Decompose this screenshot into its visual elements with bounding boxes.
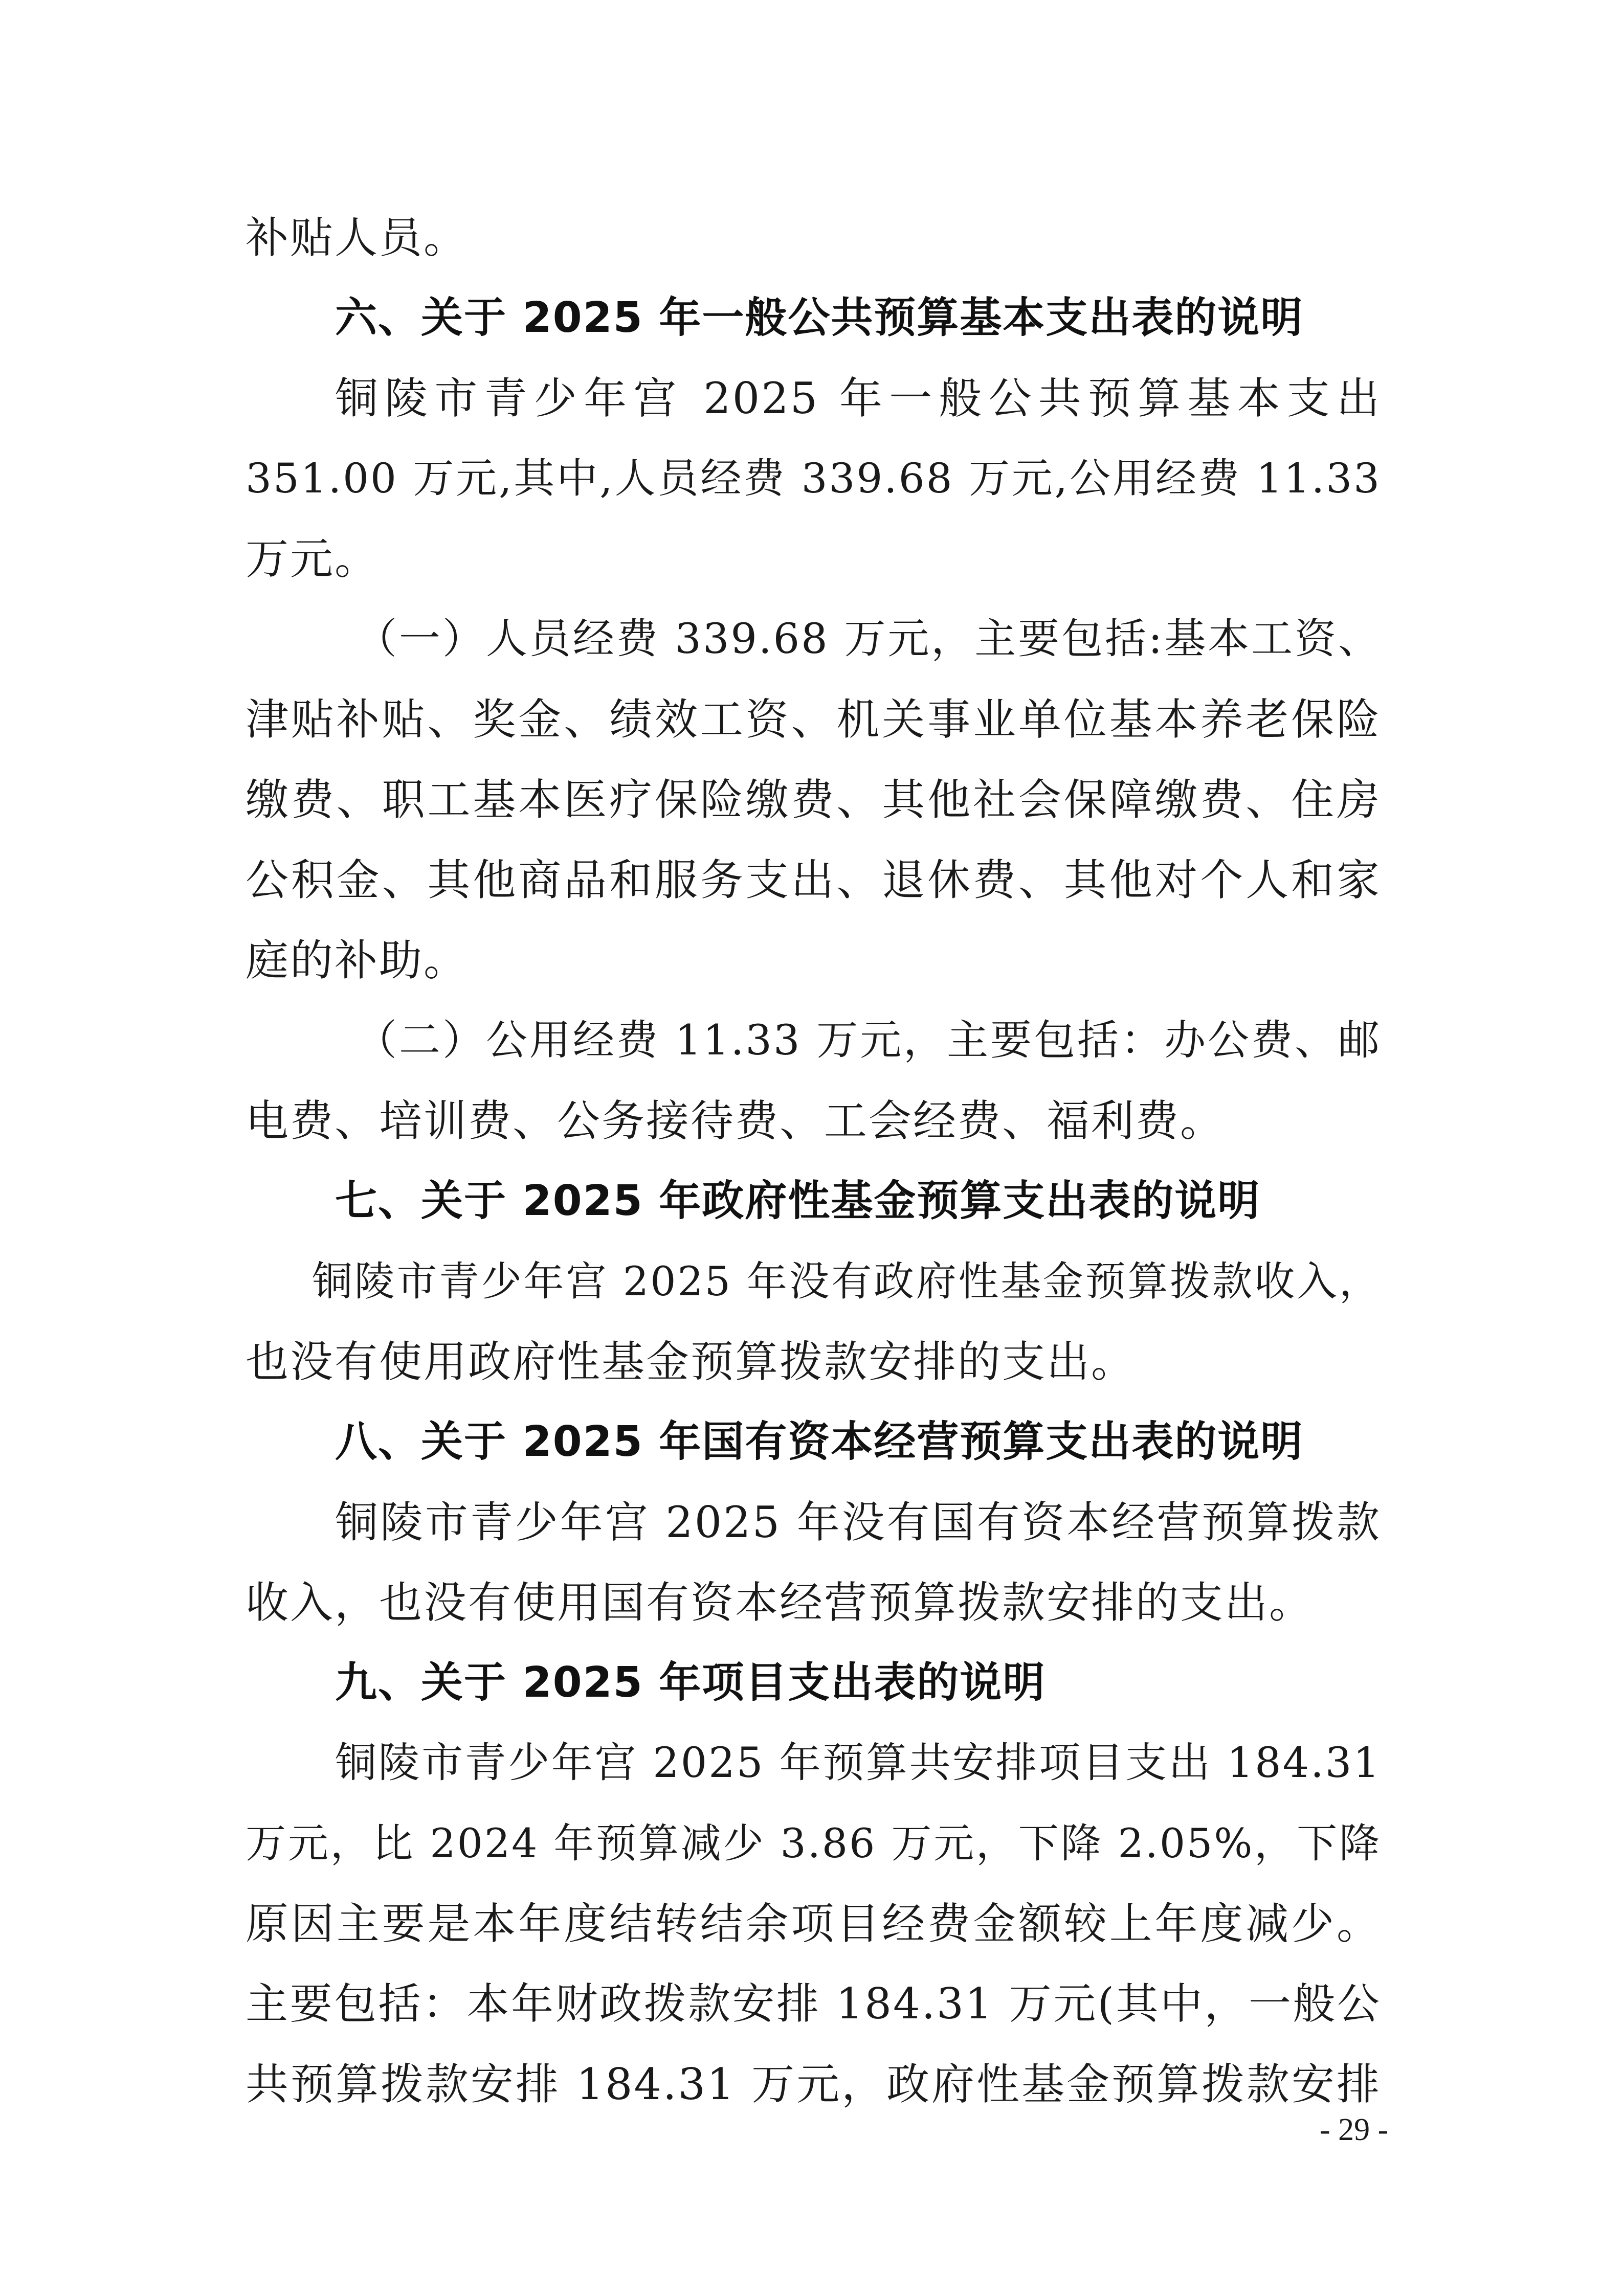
page-number: - 29 - [1320, 2112, 1389, 2147]
section-heading-7: 七、关于 2025 年政府性基金预算支出表的说明 [335, 1177, 1261, 1225]
text-line-21: 万元，比 2024 年预算减少 3.86 万元，下降 2.05%，下降 [246, 1820, 1381, 1867]
text-line-15: 也没有使用政府性基金预算拨款安排的支出。 [246, 1337, 1136, 1387]
text-line-11: （二）公用经费 11.33 万元，主要包括：办公费、邮 [355, 1017, 1381, 1065]
text-line-6: （一）人员经费 339.68 万元，主要包括:基本工资、 [355, 615, 1381, 663]
text-line-23: 主要包括：本年财政拨款安排 184.31 万元(其中，一般公 [246, 1979, 1381, 2029]
text-line-1: 补贴人员。 [246, 213, 469, 263]
text-line-3: 铜陵市青少年宫 2025 年一般公共预算基本支出 [335, 373, 1381, 423]
section-heading-6: 六、关于 2025 年一般公共预算基本支出表的说明 [335, 294, 1304, 342]
text-line-24: 共预算拨款安排 184.31 万元，政府性基金预算拨款安排 [246, 2059, 1381, 2109]
text-line-9: 公积金、其他商品和服务支出、退休费、其他对个人和家 [246, 855, 1381, 905]
text-line-22: 原因主要是本年度结转结余项目经费金额较上年度减少。 [246, 1899, 1381, 1949]
section-heading-8: 八、关于 2025 年国有资本经营预算支出表的说明 [335, 1417, 1304, 1466]
text-line-12: 电费、培训费、公务接待费、工会经费、福利费。 [246, 1096, 1225, 1146]
text-line-10: 庭的补助。 [246, 935, 469, 985]
text-line-7: 津贴补贴、奖金、绩效工资、机关事业单位基本养老保险 [246, 694, 1381, 745]
text-line-18: 收入，也没有使用国有资本经营预算拨款安排的支出。 [246, 1578, 1314, 1628]
text-line-20: 铜陵市青少年宫 2025 年预算共安排项目支出 184.31 [335, 1739, 1381, 1787]
text-line-14: 铜陵市青少年宫 2025 年没有政府性基金预算拨款收入， [312, 1258, 1381, 1305]
text-line-4: 351.00 万元,其中,人员经费 339.68 万元,公用经费 11.33 [246, 455, 1381, 502]
section-heading-9: 九、关于 2025 年项目支出表的说明 [335, 1658, 1046, 1707]
text-line-17: 铜陵市青少年宫 2025 年没有国有资本经营预算拨款 [335, 1497, 1381, 1547]
text-line-5: 万元。 [246, 534, 380, 584]
text-line-8: 缴费、职工基本医疗保险缴费、其他社会保障缴费、住房 [246, 775, 1381, 825]
